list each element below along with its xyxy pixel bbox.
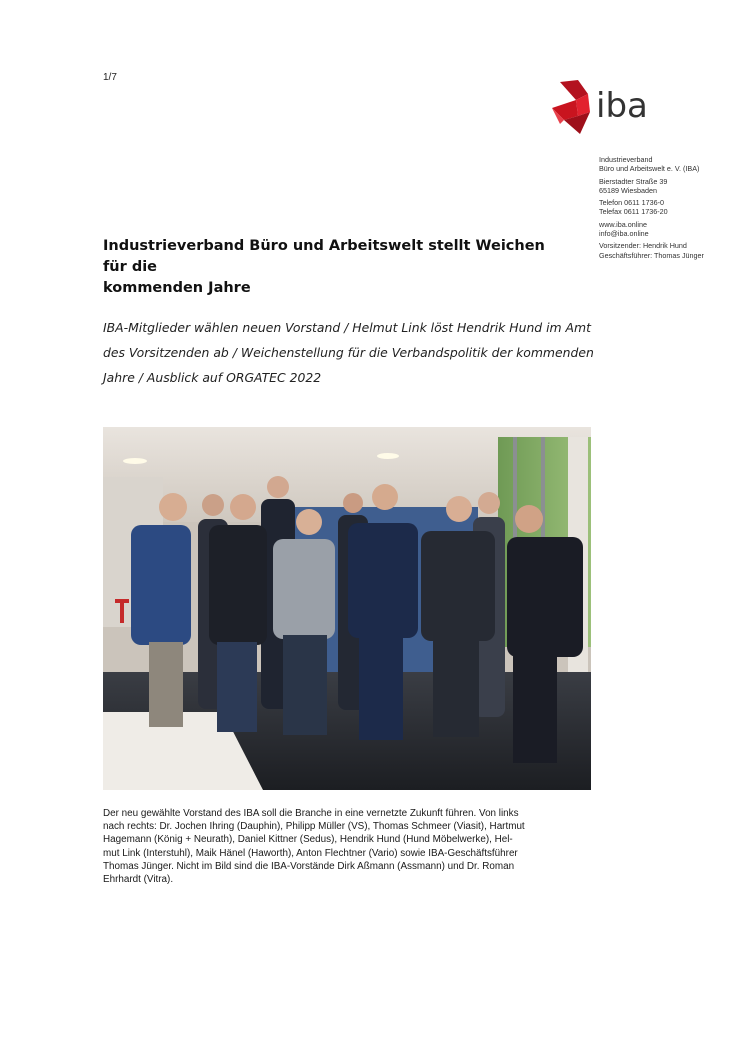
sender-line: Industrieverband	[599, 155, 653, 164]
iba-logo-wordmark: iba	[596, 86, 648, 126]
sender-address-group	[599, 177, 739, 196]
sender-line: Bierstadter Straße 39	[599, 176, 668, 186]
sender-line: Büro und Arbeitswelt e. V. (IBA)	[599, 164, 700, 174]
page-number: 1/7	[103, 72, 117, 83]
sender-name-group	[599, 155, 739, 174]
photo-caption	[103, 807, 603, 886]
subheadline-line: des Vorsitzenden ab / Weichenstellung für die Verbandspolitik der kommenden	[103, 345, 594, 360]
iba-logo-mark-icon	[550, 80, 594, 136]
headline-line: kommenden Jahre	[103, 280, 251, 296]
subheadline	[103, 315, 598, 390]
sender-web-group	[599, 220, 739, 239]
group-photo	[103, 427, 591, 790]
sender-phone-group	[599, 198, 739, 217]
subheadline-line: IBA-Mitglieder wählen neuen Vorstand / Helmut Link löst Hendrik Hund im Amt	[103, 320, 591, 335]
sender-line: Geschäftsführer: Thomas Jünger	[599, 250, 704, 260]
headline-line: Industrieverband Büro und Arbeitswelt stellt Weichen für die	[103, 238, 545, 275]
group-photo-image	[103, 427, 591, 790]
sender-line: 65189 Wiesbaden	[599, 185, 657, 195]
sender-block	[599, 155, 739, 263]
caption-line: Thomas Jünger. Nicht im Bild sind die IBA-Vorstände Dirk Aßmann (Assmann) und Dr. Roman	[103, 860, 515, 872]
caption-line: Hagemann (König + Neurath), Daniel Kittner (Sedus), Hendrik Hund (Hund Möbelwerke), Hel-	[103, 834, 513, 846]
caption-line: Der neu gewählte Vorstand des IBA soll die Branche in eine vernetzte Zukunft führen. Von links	[103, 808, 519, 819]
caption-line: mut Link (Interstuhl), Maik Hänel (Haworth), Anton Flechtner (Vario) sowie IBA-Geschäftsführer	[103, 847, 518, 859]
caption-line: nach rechts: Dr. Jochen Ihring (Dauphin), Philipp Müller (VS), Thomas Schmeer (Viasit), Hartmut	[103, 821, 525, 833]
sender-line: Telefax 0611 1736-20	[599, 207, 668, 217]
sender-line: Vorsitzender: Hendrik Hund	[599, 241, 687, 251]
iba-logo	[550, 80, 650, 136]
sender-line: www.iba.online	[599, 219, 647, 229]
headline	[103, 236, 573, 299]
subheadline-line: Jahre / Ausblick auf ORGATEC 2022	[103, 370, 322, 385]
sender-officers-group	[599, 241, 739, 260]
sender-line: Telefon 0611 1736-0	[599, 198, 665, 208]
sender-line: info@iba.online	[599, 229, 649, 239]
caption-line: Ehrhardt (Vitra).	[103, 874, 174, 886]
